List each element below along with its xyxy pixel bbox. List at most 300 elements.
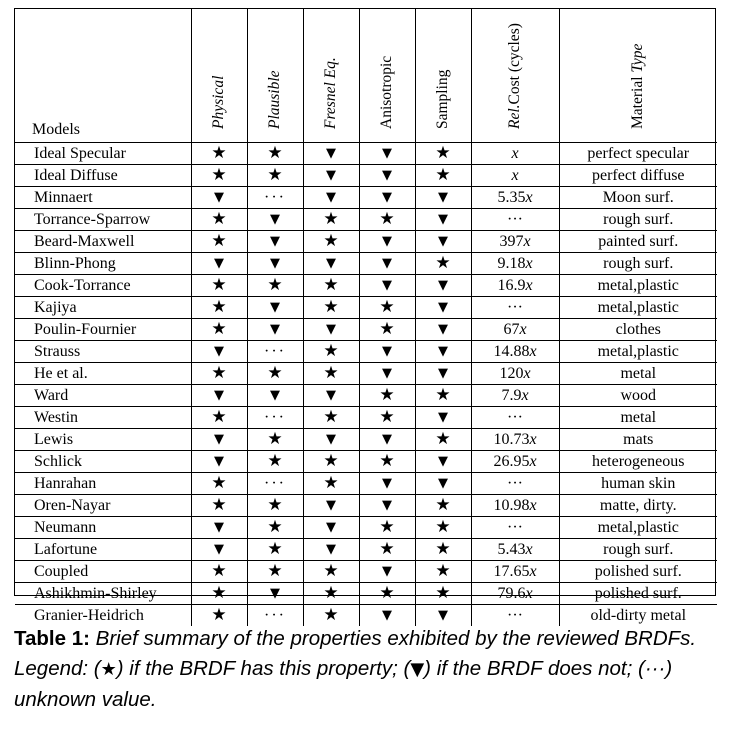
fresnel-cell xyxy=(303,297,359,319)
fresnel-cell xyxy=(303,539,359,561)
rel-cost-cell xyxy=(471,209,559,231)
header-plausible xyxy=(247,9,303,143)
triangle-down-icon: ▼ xyxy=(326,256,336,271)
model-name-cell: Cook-Torrance xyxy=(15,275,191,297)
dots-icon: ··· xyxy=(264,188,286,206)
caption-label: Table 1: xyxy=(14,627,90,650)
physical-cell xyxy=(191,473,247,495)
rel-cost-cell xyxy=(471,605,559,627)
rel-cost-unit: x xyxy=(511,166,519,184)
caption-text-3: ) if the BRDF does not; ( xyxy=(424,657,645,680)
triangle-down-icon: ▼ xyxy=(382,564,392,579)
rel-cost-cell xyxy=(471,319,559,341)
plausible-cell xyxy=(247,297,303,319)
star-icon: ★ xyxy=(435,495,451,515)
table-row xyxy=(15,209,717,231)
header-models-label: Models xyxy=(32,121,80,138)
dots-icon: ··· xyxy=(264,342,286,360)
material-type-cell: metal xyxy=(559,407,717,429)
physical-cell xyxy=(191,297,247,319)
star-icon: ★ xyxy=(323,209,339,229)
sampling-cell xyxy=(415,429,471,451)
model-name-cell: Minnaert xyxy=(15,187,191,209)
star-icon: ★ xyxy=(211,605,227,625)
rel-cost-cell xyxy=(471,583,559,605)
physical-cell xyxy=(191,231,247,253)
star-icon: ★ xyxy=(211,473,227,493)
anisotropic-cell xyxy=(359,143,415,165)
star-icon: ★ xyxy=(211,275,227,295)
rel-cost-value: 79.6 xyxy=(497,584,526,602)
table-caption xyxy=(14,624,704,715)
sampling-cell xyxy=(415,275,471,297)
triangle-down-icon: ▼ xyxy=(438,234,448,249)
triangle-down-icon: ▼ xyxy=(382,190,392,205)
triangle-down-icon: ▼ xyxy=(270,234,280,249)
star-icon: ★ xyxy=(323,451,339,471)
rel-cost-cell xyxy=(471,275,559,297)
physical-cell xyxy=(191,561,247,583)
caption-triangle-icon: ▼ xyxy=(410,659,425,680)
material-type-cell: old-dirty metal xyxy=(559,605,717,627)
table-header-row xyxy=(15,9,717,143)
rel-cost-value: 16.9 xyxy=(497,276,526,294)
sampling-cell xyxy=(415,561,471,583)
header-material-type-label xyxy=(629,44,647,129)
star-icon: ★ xyxy=(211,363,227,383)
rel-cost-cell xyxy=(471,341,559,363)
plausible-cell xyxy=(247,231,303,253)
rel-cost-cell xyxy=(471,429,559,451)
model-name-cell: Kajiya xyxy=(15,297,191,319)
header-rel-cost xyxy=(471,9,559,143)
anisotropic-cell xyxy=(359,253,415,275)
triangle-down-icon: ▼ xyxy=(326,520,336,535)
caption-text-2: ) if the BRDF has this property; ( xyxy=(116,657,411,680)
anisotropic-cell xyxy=(359,385,415,407)
material-type-cell: perfect diffuse xyxy=(559,165,717,187)
sampling-cell xyxy=(415,165,471,187)
triangle-down-icon: ▼ xyxy=(270,300,280,315)
rel-cost-value: 10.98 xyxy=(493,496,530,514)
model-name-cell: Neumann xyxy=(15,517,191,539)
model-name-cell: He et al. xyxy=(15,363,191,385)
triangle-down-icon: ▼ xyxy=(382,498,392,513)
header-fresnel xyxy=(303,9,359,143)
header-rel-cost-rest: Cost (cycles) xyxy=(506,23,523,105)
material-type-cell: human skin xyxy=(559,473,717,495)
fresnel-cell xyxy=(303,341,359,363)
physical-cell xyxy=(191,319,247,341)
plausible-cell xyxy=(247,429,303,451)
rel-cost-cell xyxy=(471,231,559,253)
rel-cost-unit: x xyxy=(523,232,531,250)
model-name-cell: Schlick xyxy=(15,451,191,473)
star-icon: ★ xyxy=(267,165,283,185)
rel-cost-value: 7.9 xyxy=(501,386,522,404)
sampling-cell xyxy=(415,231,471,253)
model-name-cell: Torrance-Sparrow xyxy=(15,209,191,231)
fresnel-cell xyxy=(303,363,359,385)
triangle-down-icon: ▼ xyxy=(326,168,336,183)
triangle-down-icon: ▼ xyxy=(214,520,224,535)
triangle-down-icon: ▼ xyxy=(438,300,448,315)
star-icon: ★ xyxy=(379,539,395,559)
anisotropic-cell xyxy=(359,561,415,583)
star-icon: ★ xyxy=(379,407,395,427)
rel-cost-unit: x xyxy=(521,386,529,404)
plausible-cell xyxy=(247,253,303,275)
anisotropic-cell xyxy=(359,209,415,231)
header-rel-cost-prefix: Rel. xyxy=(506,104,523,129)
model-name-cell: Hanrahan xyxy=(15,473,191,495)
sampling-cell xyxy=(415,583,471,605)
rel-cost-unit: x xyxy=(523,364,531,382)
material-type-cell: rough surf. xyxy=(559,539,717,561)
anisotropic-cell xyxy=(359,517,415,539)
table-row xyxy=(15,187,717,209)
model-name-cell: Beard-Maxwell xyxy=(15,231,191,253)
material-type-cell: painted surf. xyxy=(559,231,717,253)
plausible-cell xyxy=(247,473,303,495)
triangle-down-icon: ▼ xyxy=(382,234,392,249)
rel-cost-value: 67 xyxy=(503,320,520,338)
table-row xyxy=(15,275,717,297)
triangle-down-icon: ▼ xyxy=(438,410,448,425)
triangle-down-icon: ▼ xyxy=(214,454,224,469)
star-icon: ★ xyxy=(211,495,227,515)
triangle-down-icon: ▼ xyxy=(326,432,336,447)
rel-cost-cell xyxy=(471,473,559,495)
sampling-cell xyxy=(415,473,471,495)
plausible-cell xyxy=(247,517,303,539)
brdf-table-frame xyxy=(14,8,716,625)
fresnel-cell xyxy=(303,495,359,517)
star-icon: ★ xyxy=(435,143,451,163)
star-icon: ★ xyxy=(379,319,395,339)
header-physical xyxy=(191,9,247,143)
table-row xyxy=(15,561,717,583)
dots-icon: ··· xyxy=(264,474,286,492)
model-name-cell: Granier-Heidrich xyxy=(34,606,144,624)
triangle-down-icon: ▼ xyxy=(270,388,280,403)
anisotropic-cell xyxy=(359,275,415,297)
fresnel-cell xyxy=(303,275,359,297)
plausible-cell xyxy=(247,143,303,165)
model-name-cell: Lewis xyxy=(15,429,191,451)
table-row xyxy=(15,231,717,253)
rel-cost-cell xyxy=(471,495,559,517)
material-type-cell: metal,plastic xyxy=(559,275,717,297)
model-name-cell: Ashikhmin-Shirley xyxy=(15,583,191,605)
rel-cost-cell xyxy=(471,165,559,187)
physical-cell xyxy=(191,407,247,429)
header-rel-cost-label xyxy=(506,23,524,129)
rel-cost-cell xyxy=(471,385,559,407)
rel-cost-value: ··· xyxy=(507,474,523,492)
rel-cost-cell xyxy=(471,187,559,209)
sampling-cell xyxy=(415,143,471,165)
triangle-down-icon: ▼ xyxy=(326,190,336,205)
triangle-down-icon: ▼ xyxy=(382,146,392,161)
material-type-cell: clothes xyxy=(559,319,717,341)
triangle-down-icon: ▼ xyxy=(214,344,224,359)
table-row xyxy=(15,297,717,319)
sampling-cell xyxy=(415,495,471,517)
anisotropic-cell xyxy=(359,451,415,473)
rel-cost-unit: x xyxy=(529,496,537,514)
model-name-cell: Lafortune xyxy=(15,539,191,561)
plausible-cell xyxy=(247,407,303,429)
header-material-prefix: Material xyxy=(629,76,647,129)
rel-cost-value: 9.18 xyxy=(497,254,526,272)
rel-cost-unit: x xyxy=(525,584,533,602)
sampling-cell xyxy=(415,363,471,385)
rel-cost-cell xyxy=(471,517,559,539)
fresnel-cell xyxy=(303,583,359,605)
rel-cost-value: 5.43 xyxy=(497,540,526,558)
model-name-cell: Blinn-Phong xyxy=(15,253,191,275)
table-row xyxy=(15,539,717,561)
plausible-cell xyxy=(247,363,303,385)
star-icon: ★ xyxy=(211,297,227,317)
fresnel-cell xyxy=(303,561,359,583)
header-anisotropic xyxy=(359,9,415,143)
rel-cost-value: 17.65 xyxy=(493,562,530,580)
header-sampling-label: Sampling xyxy=(434,69,451,129)
header-material-type xyxy=(559,9,717,143)
table-row xyxy=(15,341,717,363)
star-icon: ★ xyxy=(323,341,339,361)
plausible-cell xyxy=(247,341,303,363)
star-icon: ★ xyxy=(211,231,227,251)
physical-cell xyxy=(191,583,247,605)
table-row xyxy=(15,583,717,605)
rel-cost-cell xyxy=(471,363,559,385)
star-icon: ★ xyxy=(379,297,395,317)
sampling-cell xyxy=(415,407,471,429)
star-icon: ★ xyxy=(267,495,283,515)
table-row xyxy=(15,605,717,627)
brdf-properties-table xyxy=(15,9,717,626)
star-icon: ★ xyxy=(267,517,283,537)
sampling-cell xyxy=(415,187,471,209)
triangle-down-icon: ▼ xyxy=(382,608,392,623)
fresnel-cell xyxy=(303,187,359,209)
star-icon: ★ xyxy=(435,385,451,405)
rel-cost-value: 10.73 xyxy=(493,430,530,448)
star-icon: ★ xyxy=(435,517,451,537)
rel-cost-value: ··· xyxy=(507,518,523,536)
plausible-cell xyxy=(247,165,303,187)
triangle-down-icon: ▼ xyxy=(326,322,336,337)
table-row xyxy=(15,165,717,187)
fresnel-cell xyxy=(303,253,359,275)
anisotropic-cell xyxy=(359,187,415,209)
model-name-cell: Strauss xyxy=(15,341,191,363)
plausible-cell xyxy=(247,319,303,341)
rel-cost-unit: x xyxy=(525,254,533,272)
anisotropic-cell xyxy=(359,341,415,363)
plausible-cell xyxy=(247,583,303,605)
triangle-down-icon: ▼ xyxy=(214,190,224,205)
dots-icon: ··· xyxy=(264,408,286,426)
triangle-down-icon: ▼ xyxy=(382,344,392,359)
triangle-down-icon: ▼ xyxy=(382,432,392,447)
star-icon: ★ xyxy=(435,561,451,581)
triangle-down-icon: ▼ xyxy=(382,476,392,491)
material-type-cell: rough surf. xyxy=(559,209,717,231)
material-type-cell: metal xyxy=(559,363,717,385)
star-icon: ★ xyxy=(435,583,451,603)
table-row xyxy=(15,385,717,407)
triangle-down-icon: ▼ xyxy=(438,454,448,469)
triangle-down-icon: ▼ xyxy=(438,212,448,227)
material-type-cell: polished surf. xyxy=(559,583,717,605)
sampling-cell xyxy=(415,451,471,473)
rel-cost-unit: x xyxy=(529,452,537,470)
anisotropic-cell xyxy=(359,473,415,495)
anisotropic-cell xyxy=(359,495,415,517)
star-icon: ★ xyxy=(323,231,339,251)
anisotropic-cell xyxy=(359,605,415,627)
rel-cost-value: ··· xyxy=(507,408,523,426)
star-icon: ★ xyxy=(323,297,339,317)
rel-cost-value: 120 xyxy=(499,364,524,382)
model-name-cell: Poulin-Fournier xyxy=(15,319,191,341)
table-body xyxy=(15,143,717,627)
fresnel-cell xyxy=(303,429,359,451)
table-row xyxy=(15,363,717,385)
rel-cost-unit: x xyxy=(525,540,533,558)
triangle-down-icon: ▼ xyxy=(214,256,224,271)
star-icon: ★ xyxy=(323,407,339,427)
material-type-cell: polished surf. xyxy=(559,561,717,583)
physical-cell xyxy=(191,275,247,297)
anisotropic-cell xyxy=(359,407,415,429)
star-icon: ★ xyxy=(323,605,339,625)
triangle-down-icon: ▼ xyxy=(438,608,448,623)
rel-cost-unit: x xyxy=(511,144,519,162)
star-icon: ★ xyxy=(323,561,339,581)
rel-cost-unit: x xyxy=(525,276,533,294)
fresnel-cell xyxy=(303,407,359,429)
star-icon: ★ xyxy=(323,583,339,603)
material-type-cell: metal,plastic xyxy=(559,341,717,363)
triangle-down-icon: ▼ xyxy=(382,256,392,271)
physical-cell xyxy=(191,429,247,451)
model-name-cell: Ideal Diffuse xyxy=(15,165,191,187)
star-icon: ★ xyxy=(211,583,227,603)
fresnel-cell xyxy=(303,209,359,231)
triangle-down-icon: ▼ xyxy=(326,146,336,161)
star-icon: ★ xyxy=(379,385,395,405)
triangle-down-icon: ▼ xyxy=(382,278,392,293)
anisotropic-cell xyxy=(359,363,415,385)
star-icon: ★ xyxy=(435,165,451,185)
sampling-cell xyxy=(415,385,471,407)
star-icon: ★ xyxy=(435,539,451,559)
header-material-rest: Type xyxy=(629,43,647,73)
physical-cell xyxy=(191,605,247,627)
anisotropic-cell xyxy=(359,165,415,187)
physical-cell xyxy=(191,385,247,407)
plausible-cell xyxy=(247,451,303,473)
rel-cost-value: 397 xyxy=(499,232,524,250)
triangle-down-icon: ▼ xyxy=(382,168,392,183)
physical-cell xyxy=(191,363,247,385)
triangle-down-icon: ▼ xyxy=(438,366,448,381)
header-sampling xyxy=(415,9,471,143)
triangle-down-icon: ▼ xyxy=(270,212,280,227)
rel-cost-value: 26.95 xyxy=(493,452,530,470)
fresnel-cell xyxy=(303,143,359,165)
anisotropic-cell xyxy=(359,297,415,319)
physical-cell xyxy=(191,209,247,231)
plausible-cell xyxy=(247,495,303,517)
plausible-cell xyxy=(247,209,303,231)
sampling-cell xyxy=(415,341,471,363)
triangle-down-icon: ▼ xyxy=(270,586,280,601)
material-type-cell: heterogeneous xyxy=(559,451,717,473)
fresnel-cell xyxy=(303,451,359,473)
material-type-cell: rough surf. xyxy=(559,253,717,275)
star-icon: ★ xyxy=(211,319,227,339)
rel-cost-cell xyxy=(471,451,559,473)
fresnel-cell xyxy=(303,165,359,187)
table-row xyxy=(15,473,717,495)
rel-cost-cell xyxy=(471,143,559,165)
triangle-down-icon: ▼ xyxy=(438,476,448,491)
model-name-cell: Coupled xyxy=(15,561,191,583)
model-name-cell: Ideal Specular xyxy=(15,143,191,165)
triangle-down-icon: ▼ xyxy=(438,190,448,205)
header-anisotropic-label: Anisotropic xyxy=(378,55,395,129)
triangle-down-icon: ▼ xyxy=(214,388,224,403)
star-icon: ★ xyxy=(323,473,339,493)
star-icon: ★ xyxy=(379,209,395,229)
star-icon: ★ xyxy=(211,209,227,229)
triangle-down-icon: ▼ xyxy=(382,366,392,381)
anisotropic-cell xyxy=(359,319,415,341)
material-type-cell: perfect specular xyxy=(559,143,717,165)
star-icon: ★ xyxy=(379,517,395,537)
physical-cell xyxy=(191,517,247,539)
rel-cost-cell xyxy=(471,561,559,583)
plausible-cell xyxy=(247,561,303,583)
star-icon: ★ xyxy=(267,451,283,471)
fresnel-cell xyxy=(303,473,359,495)
material-type-cell: wood xyxy=(559,385,717,407)
material-type-cell: metal,plastic xyxy=(559,517,717,539)
triangle-down-icon: ▼ xyxy=(214,542,224,557)
star-icon: ★ xyxy=(211,143,227,163)
star-icon: ★ xyxy=(435,253,451,273)
triangle-down-icon: ▼ xyxy=(438,322,448,337)
plausible-cell xyxy=(247,187,303,209)
table-row xyxy=(15,495,717,517)
physical-cell xyxy=(191,539,247,561)
fresnel-cell xyxy=(303,385,359,407)
plausible-cell xyxy=(247,539,303,561)
triangle-down-icon: ▼ xyxy=(270,322,280,337)
triangle-down-icon: ▼ xyxy=(270,256,280,271)
table-row xyxy=(15,143,717,165)
rel-cost-cell xyxy=(471,539,559,561)
rel-cost-value: 5.35 xyxy=(497,188,526,206)
table-row xyxy=(15,429,717,451)
physical-cell xyxy=(191,143,247,165)
